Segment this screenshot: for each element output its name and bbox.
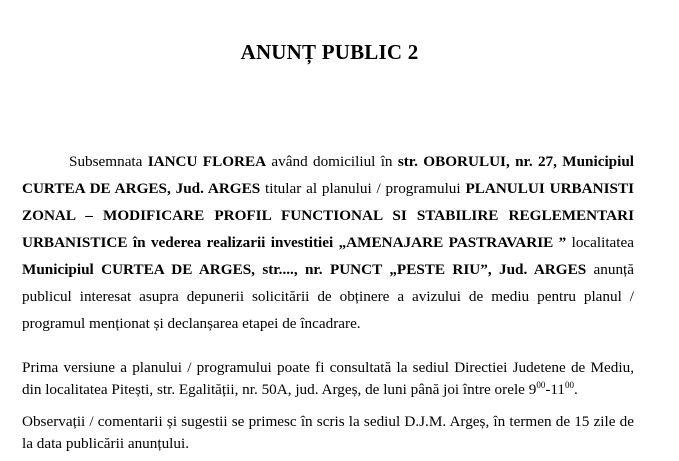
consultation-text: Prima versiune a planului / programului poate fi consultată la sediul Directiei Judetene de Mediu, din localitatea Pitești, str. Egalității, nr. 50A, jud. Argeș, de luni până joi între orele 9	[22, 359, 634, 398]
plan-name: PLANULUI URBANISTI ZONAL – MODIFICARE PROFIL FUNCTIONAL SI STABILIRE REGLEMENTARI URBANISTICE	[22, 180, 634, 251]
hour-superscript: 00	[565, 380, 574, 390]
announcement-paragraph	[22, 148, 634, 337]
consultation-paragraph	[22, 357, 634, 401]
hour-superscript: 00	[536, 380, 546, 390]
text-segment: având domiciliul în	[266, 153, 398, 170]
text-segment: Subsemnata	[69, 153, 148, 170]
hour-dash: -11	[545, 381, 565, 398]
text-segment: titular al planului / programului	[260, 180, 466, 197]
investment-name: în vederea realizarii investitiei „AMENAJARE PASTRAVARIE ”	[132, 234, 567, 251]
site-location: Municipiul CURTEA DE ARGES, str...., nr. PUNCT „PESTE RIU”, Jud. ARGES	[22, 261, 587, 278]
text-segment: localitatea	[566, 234, 634, 251]
applicant-address: str. OBORULUI, nr. 27, Municipiul CURTEA DE ARGES, Jud. ARGES	[22, 153, 634, 197]
text-segment: anunță publicul interesat asupra depunerii solicitării de obținere a avizului de mediu pentru planul / programul menționat și declanșarea etapei de încadrare.	[22, 261, 635, 332]
sentence-end: .	[574, 381, 578, 398]
comments-paragraph: Observații / comentarii și sugestii se primesc în scris la sediul D.J.M. Argeș, în termen de 15 zile de la data publicării anunțului.	[22, 413, 634, 452]
applicant-name: IANCU FLOREA	[147, 153, 267, 170]
document-title: ANUNȚ PUBLIC 2	[240, 40, 419, 64]
